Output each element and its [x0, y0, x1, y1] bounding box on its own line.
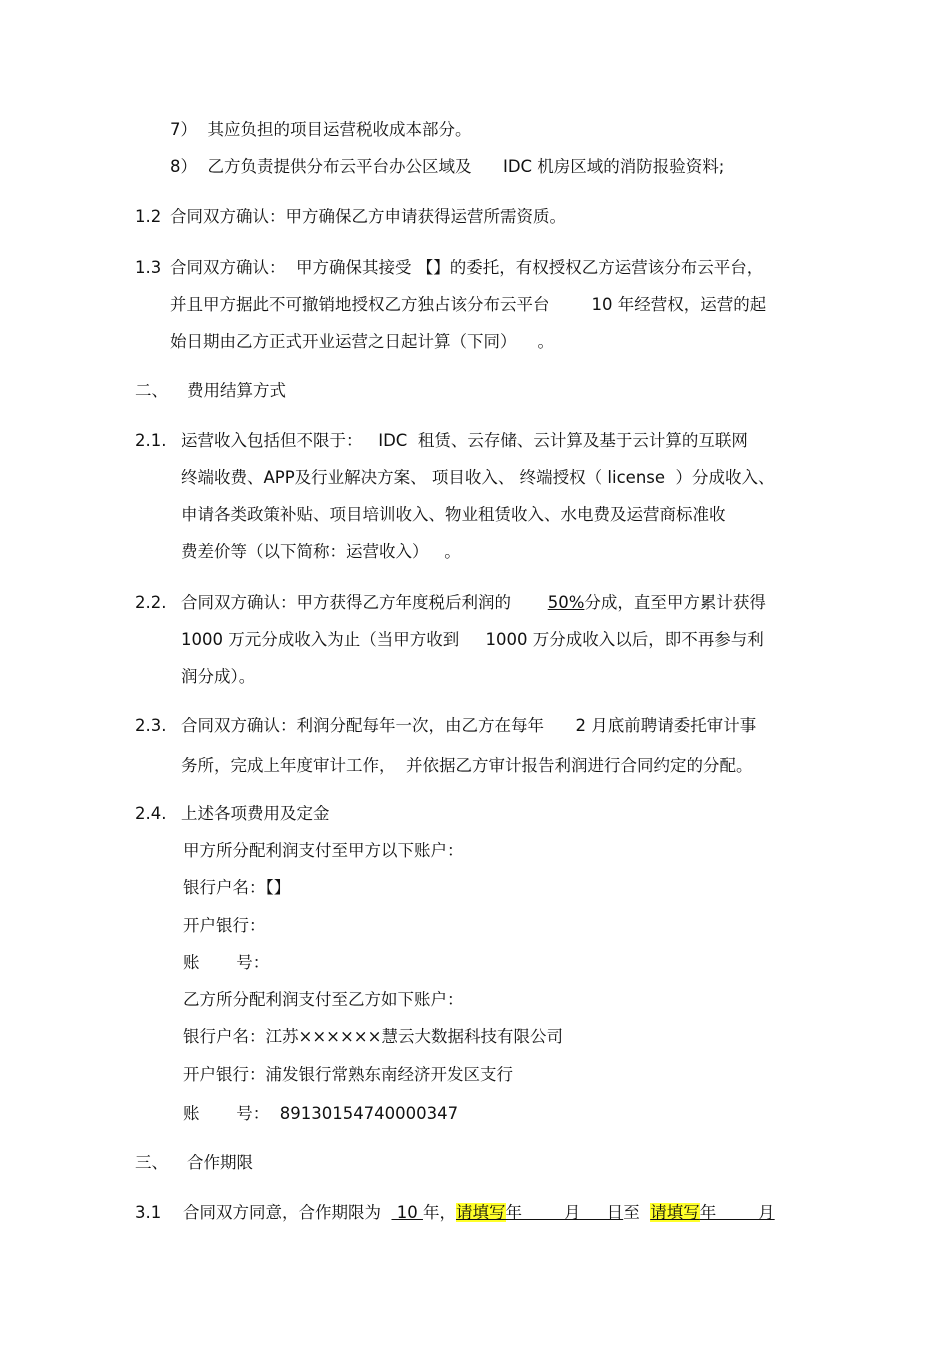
section-2-1-line: 申请各类政策补贴、项目培训收入、物业租赁收入、水电费及运营商标准收 — [181, 505, 726, 524]
chapter-number: 二、 — [135, 381, 168, 400]
section-1-3-line: 始日期由乙方正式开业运营之日起计算（下同） 。 — [170, 332, 554, 351]
start-date-blank: 年 月 日 — [505, 1203, 624, 1222]
section-3-1-text: 至 — [623, 1203, 651, 1222]
end-date-placeholder: 请填写 — [650, 1203, 700, 1222]
section-1-2-text: 合同双方确认：甲方确保乙方申请获得运营所需资质。 — [170, 207, 566, 226]
party-a-account-name: 银行户名：【】 — [183, 878, 291, 897]
end-date-blank: 年 月 — [699, 1203, 775, 1222]
chapter-number: 三、 — [135, 1153, 168, 1172]
chapter-title: 费用结算方式 — [187, 381, 286, 400]
section-2-2-text: 合同双方确认：甲方获得乙方年度税后利润的 — [181, 593, 548, 612]
section-number: 2.1. — [135, 431, 167, 450]
party-b-account-intro: 乙方所分配利润支付至乙方如下账户： — [183, 990, 464, 1009]
term-years: 10 — [391, 1203, 423, 1222]
section-number: 2.2. — [135, 593, 167, 612]
section-3-1-line — [183, 1203, 775, 1223]
party-b-account-name: 银行户名：江苏××××××慧云大数据科技有限公司 — [183, 1027, 563, 1046]
chapter-title: 合作期限 — [187, 1153, 253, 1172]
section-2-2-text: 分成，直至甲方累计获得 — [584, 593, 766, 612]
section-3-1-text: 合同双方同意，合作期限为 — [183, 1203, 392, 1222]
list-item-8: 8） 乙方负责提供分布云平台办公区域及 IDC 机房区域的消防报验资料; — [170, 157, 725, 176]
section-number: 2.4. — [135, 804, 167, 823]
section-3-1-text: 年， — [423, 1203, 456, 1222]
section-2-4-title: 上述各项费用及定金 — [181, 804, 330, 823]
section-2-2-line: 1000 万元分成收入为止（当甲方收到 1000 万分成收入以后，即不再参与利 — [181, 630, 764, 649]
section-2-2-line: 润分成）。 — [181, 667, 256, 686]
section-2-2-line — [181, 593, 766, 613]
section-number: 1.3 — [135, 258, 162, 277]
section-1-3-line: 合同双方确认： 甲方确保其接受 【】的委托，有权授权乙方运营该分布云平台， — [170, 258, 764, 277]
profit-share-percent: 50% — [547, 593, 585, 612]
section-number: 3.1 — [135, 1203, 162, 1222]
party-a-bank: 开户银行： — [183, 916, 266, 935]
section-2-1-line: 费差价等（以下简称：运营收入） 。 — [181, 542, 461, 561]
section-number: 2.3. — [135, 716, 167, 735]
party-a-account-intro: 甲方所分配利润支付至甲方以下账户： — [183, 841, 464, 860]
party-b-account-number: 账 号： 89130154740000347 — [183, 1104, 459, 1123]
section-number: 1.2 — [135, 207, 162, 226]
list-item-7: 7） 其应负担的项目运营税收成本部分。 — [170, 120, 472, 139]
section-2-1-line: 运营收入包括但不限于： IDC 租赁、云存储、云计算及基于云计算的互联网 — [181, 431, 748, 450]
party-a-account-number: 账 号： — [183, 953, 270, 972]
start-date-placeholder: 请填写 — [456, 1203, 506, 1222]
section-2-3-line: 合同双方确认：利润分配每年一次，由乙方在每年 2 月底前聘请委托审计事 — [181, 716, 757, 735]
party-b-bank: 开户银行：浦发银行常熟东南经济开发区支行 — [183, 1065, 513, 1084]
section-2-1-line: 终端收费、APP及行业解决方案、 项目收入、 终端授权（ license ）分成收入、 — [181, 468, 775, 487]
section-2-3-line: 务所，完成上年度审计工作， 并依据乙方审计报告利润进行合同约定的分配。 — [181, 756, 753, 775]
section-1-3-line: 并且甲方据此不可撤销地授权乙方独占该分布云平台 10 年经营权，运营的起 — [170, 295, 767, 314]
